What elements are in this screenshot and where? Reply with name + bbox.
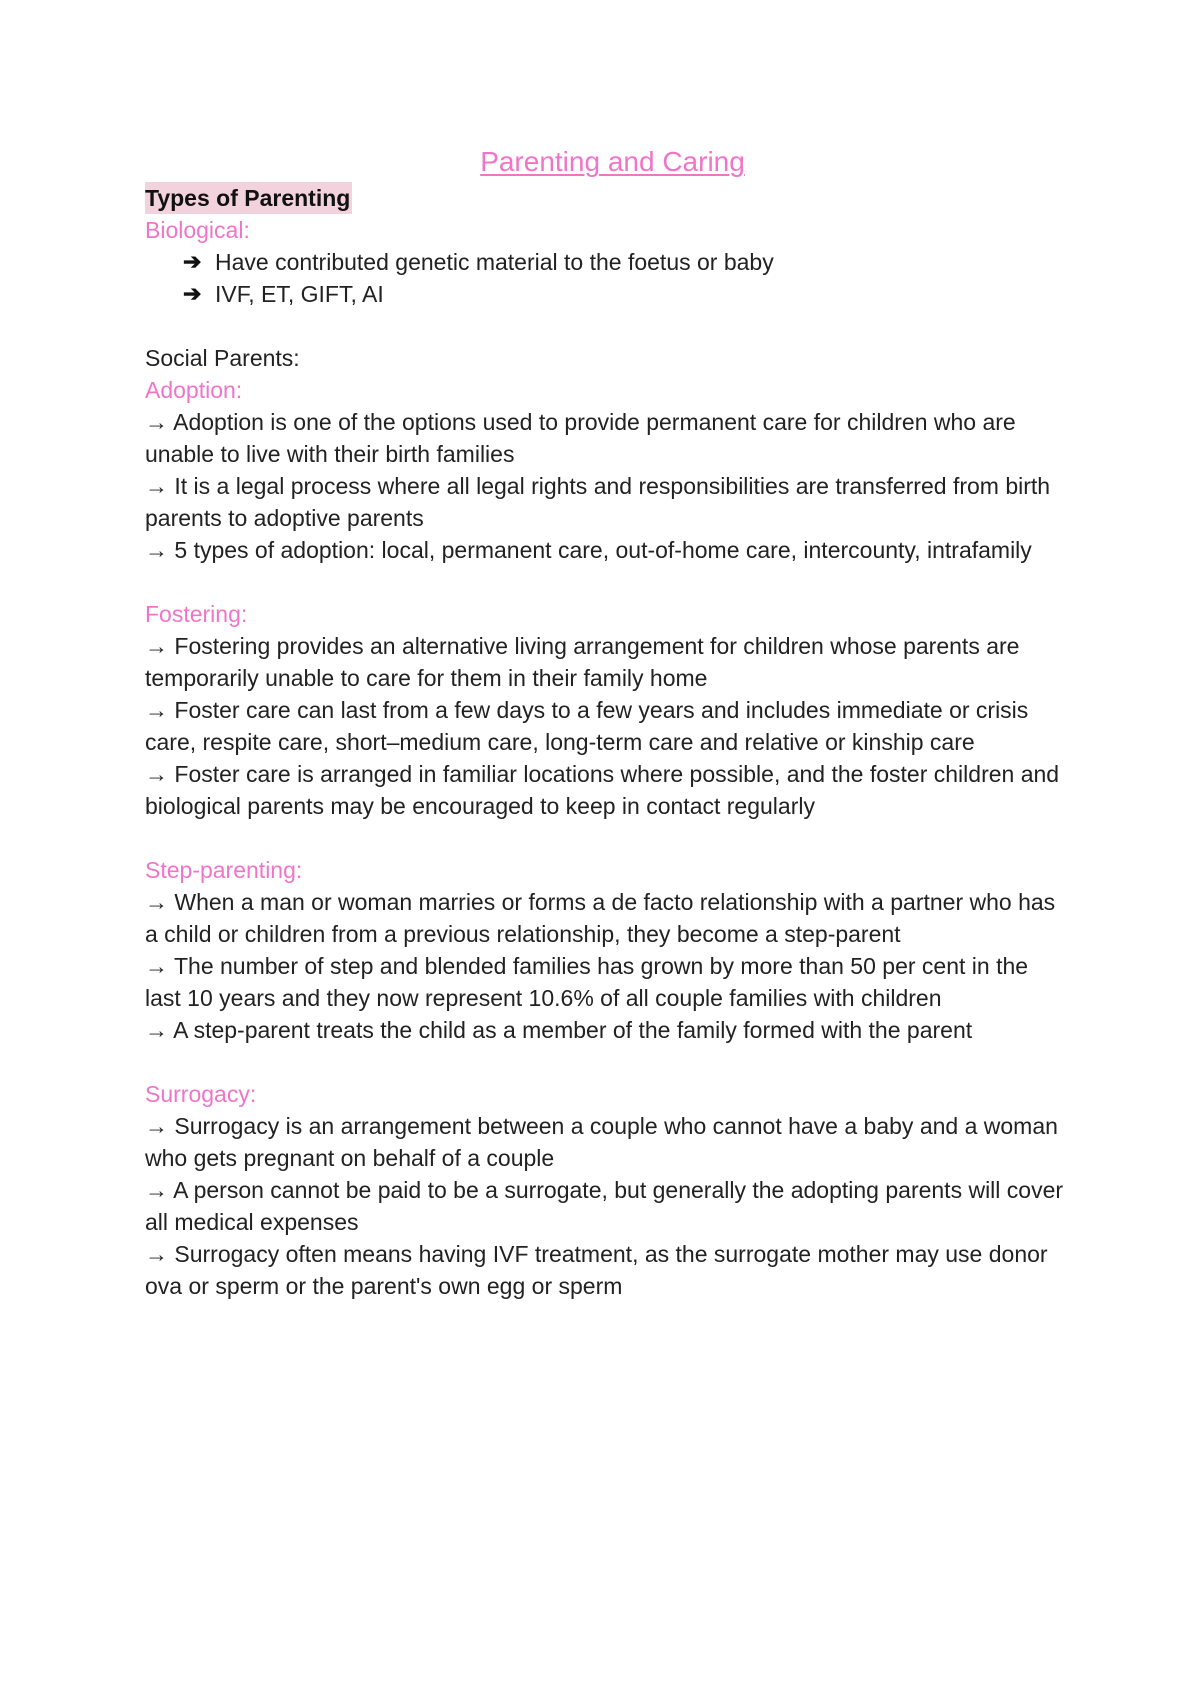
types-heading-row bbox=[145, 182, 1065, 214]
biological-label: Biological: bbox=[145, 217, 250, 243]
step-parenting-point: → A step-parent treats the child as a member of the family formed with the parent bbox=[145, 1017, 973, 1043]
spacer bbox=[145, 566, 1065, 598]
bullet-text: Have contributed genetic material to the foetus or baby bbox=[215, 249, 774, 275]
spacer bbox=[145, 822, 1065, 854]
adoption-point: → It is a legal process where all legal rights and responsibilities are transferred from birth parents to adoptive parents bbox=[145, 473, 1051, 531]
surrogacy-point: → A person cannot be paid to be a surrogate, but generally the adopting parents will cover all medical expenses bbox=[145, 1177, 1064, 1235]
spacer bbox=[145, 1046, 1065, 1078]
arrow-bullet-icon: ➔ bbox=[183, 281, 202, 306]
arrow-bullet-icon: ➔ bbox=[183, 249, 202, 274]
fostering-point: → Fostering provides an alternative living arrangement for children whose parents are temporarily unable to care for them in their family home bbox=[145, 633, 1020, 691]
surrogacy-point: → Surrogacy is an arrangement between a couple who cannot have a baby and a woman who gets pregnant on behalf of a couple bbox=[145, 1113, 1058, 1171]
adoption-point: → 5 types of adoption: local, permanent care, out-of-home care, intercounty, intrafamily bbox=[145, 537, 1032, 563]
section-heading-types: Types of Parenting bbox=[145, 182, 352, 214]
social-parents-label: Social Parents: bbox=[145, 345, 300, 371]
surrogacy-label: Surrogacy: bbox=[145, 1081, 257, 1107]
adoption-label: Adoption: bbox=[145, 377, 243, 403]
step-parenting-point: → The number of step and blended families has grown by more than 50 per cent in the last 10 years and they now represent 10.6% of all couple families with children bbox=[145, 953, 1029, 1011]
list-item bbox=[183, 278, 1065, 310]
adoption-point: → Adoption is one of the options used to provide permanent care for children who are unable to live with their birth families bbox=[145, 409, 1016, 467]
surrogacy-point: → Surrogacy often means having IVF treatment, as the surrogate mother may use donor ova or sperm or the parent's own egg or sperm bbox=[145, 1241, 1048, 1299]
document-page bbox=[145, 142, 1065, 1302]
list-item bbox=[183, 246, 1065, 278]
step-parenting-point: → When a man or woman marries or forms a de facto relationship with a partner who has a child or children from a previous relationship, they become a step-parent bbox=[145, 889, 1056, 947]
fostering-label: Fostering: bbox=[145, 601, 248, 627]
fostering-point: → Foster care can last from a few days to a few years and includes immediate or crisis care, respite care, short–medium care, long-term care and relative or kinship care bbox=[145, 697, 1029, 755]
page-title: Parenting and Caring bbox=[480, 146, 745, 177]
biological-bullet-list bbox=[145, 246, 1065, 310]
spacer bbox=[145, 310, 1065, 342]
step-parenting-label: Step-parenting: bbox=[145, 857, 303, 883]
bullet-text: IVF, ET, GIFT, AI bbox=[215, 281, 384, 307]
fostering-point: → Foster care is arranged in familiar locations where possible, and the foster children and biological parents may be encouraged to keep in contact regularly bbox=[145, 761, 1060, 819]
